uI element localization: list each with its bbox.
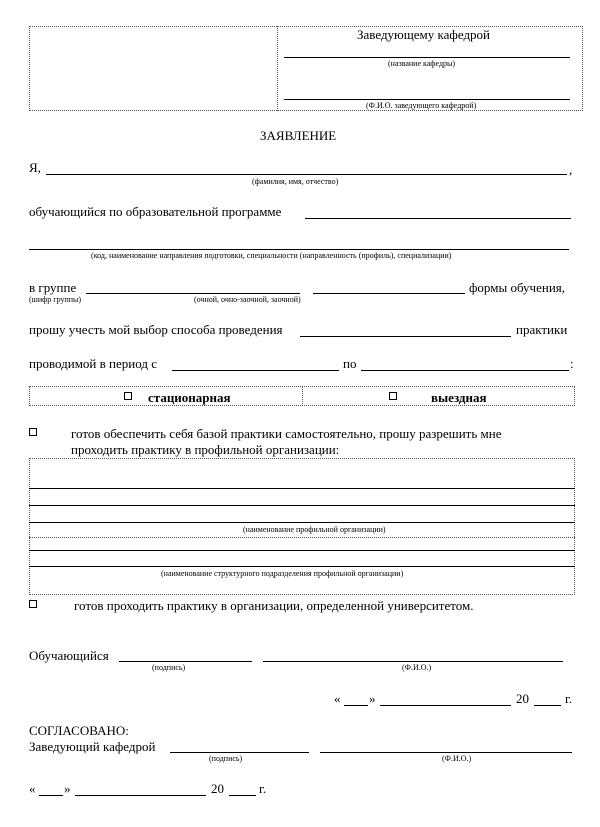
org-caption: (наименование профильной организации)	[243, 525, 386, 534]
org-line-1[interactable]	[29, 488, 575, 489]
group-suffix: формы обучения,	[469, 280, 566, 295]
head-signature-caption: (подпись)	[209, 754, 243, 763]
document-title: ЗАЯВЛЕНИЕ	[260, 128, 337, 143]
fio-caption: (Ф.И.О.)	[402, 663, 432, 672]
period-suffix: :	[570, 356, 574, 371]
approval-date-open-quote: «	[29, 781, 36, 796]
approval-date-year-suffix: г.	[259, 781, 267, 796]
head-signature-line[interactable]	[170, 752, 309, 753]
date-year-suffix: г.	[565, 691, 573, 706]
period-start-line[interactable]	[172, 370, 339, 371]
period-end-line[interactable]	[361, 370, 569, 371]
approval-date-close-quote: »	[64, 781, 71, 796]
date-close-quote: »	[369, 691, 376, 706]
approval-date-day-line[interactable]	[39, 795, 63, 796]
self-provide-text-1: готов обеспечить себя базой практики самостоятельно, прошу разрешить мне	[71, 426, 502, 441]
student-name-line[interactable]	[46, 174, 567, 175]
practice-type-divider	[302, 386, 303, 406]
approval-date-year-prefix: 20	[211, 781, 224, 796]
head-fio-caption: (Ф.И.О.)	[442, 754, 472, 763]
program-line-2[interactable]	[29, 249, 569, 250]
unit-line-1[interactable]	[29, 550, 575, 551]
group-code-line[interactable]	[86, 293, 300, 294]
signature-label: Обучающийся	[29, 648, 109, 663]
date-day-line[interactable]	[344, 705, 368, 706]
student-name-caption: (фамилия, имя, отчество)	[252, 177, 339, 186]
student-prefix: Я,	[29, 160, 41, 175]
study-form-line[interactable]	[313, 293, 465, 294]
student-fio-line[interactable]	[263, 661, 563, 662]
date-year-prefix: 20	[516, 691, 529, 706]
period-middle: по	[343, 356, 357, 371]
addressee-label: Заведующему кафедрой	[357, 27, 491, 42]
date-open-quote: «	[334, 691, 341, 706]
head-name-caption: (Ф.И.О. заведующего кафедрой)	[366, 101, 477, 110]
study-form-caption: (очной, очно-заочной, заочной)	[194, 295, 301, 304]
org-line-3[interactable]	[29, 522, 575, 523]
approval-date-year-line[interactable]	[229, 795, 256, 796]
practice-method-line[interactable]	[300, 336, 511, 337]
signature-caption: (подпись)	[152, 663, 186, 672]
unit-line-2[interactable]	[29, 566, 575, 567]
stationary-label: стационарная	[148, 390, 231, 405]
choice-suffix: практики	[516, 322, 568, 337]
program-line-1[interactable]	[305, 218, 571, 219]
field-checkbox[interactable]	[389, 392, 397, 400]
program-caption: (код, наименование направления подготовки, специальности (направленность (профиль), специализации)	[91, 251, 452, 260]
head-fio-line[interactable]	[320, 752, 572, 753]
department-line[interactable]	[284, 57, 570, 58]
university-checkbox[interactable]	[29, 600, 37, 608]
approval-date-month-line[interactable]	[75, 795, 206, 796]
head-name-line[interactable]	[284, 99, 570, 100]
approval-title: СОГЛАСОВАНО:	[29, 723, 129, 738]
org-line-2[interactable]	[29, 505, 575, 506]
group-prefix: в группе	[29, 280, 77, 295]
self-provide-checkbox[interactable]	[29, 428, 37, 436]
student-suffix: ,	[569, 162, 573, 177]
self-provide-text-2: проходить практику в профильной организации:	[71, 442, 340, 457]
header-divider	[277, 26, 278, 111]
unit-caption: (наименование структурного подразделения профильной организации)	[161, 569, 404, 578]
student-signature-line[interactable]	[119, 661, 252, 662]
program-label: обучающийся по образовательной программе	[29, 204, 282, 219]
department-caption: (название кафедры)	[388, 59, 456, 68]
period-prefix: проводимой в период с	[29, 356, 157, 371]
choice-label: прошу учесть мой выбор способа проведения	[29, 322, 283, 337]
date-year-line[interactable]	[534, 705, 561, 706]
org-separator	[29, 537, 575, 538]
group-code-caption: (шифр группы)	[29, 295, 82, 304]
date-month-line[interactable]	[380, 705, 511, 706]
university-option-text: готов проходить практику в организации, определенной университетом.	[74, 598, 474, 613]
stationary-checkbox[interactable]	[124, 392, 132, 400]
approval-label: Заведующий кафедрой	[29, 739, 156, 754]
field-label: выездная	[431, 390, 487, 405]
